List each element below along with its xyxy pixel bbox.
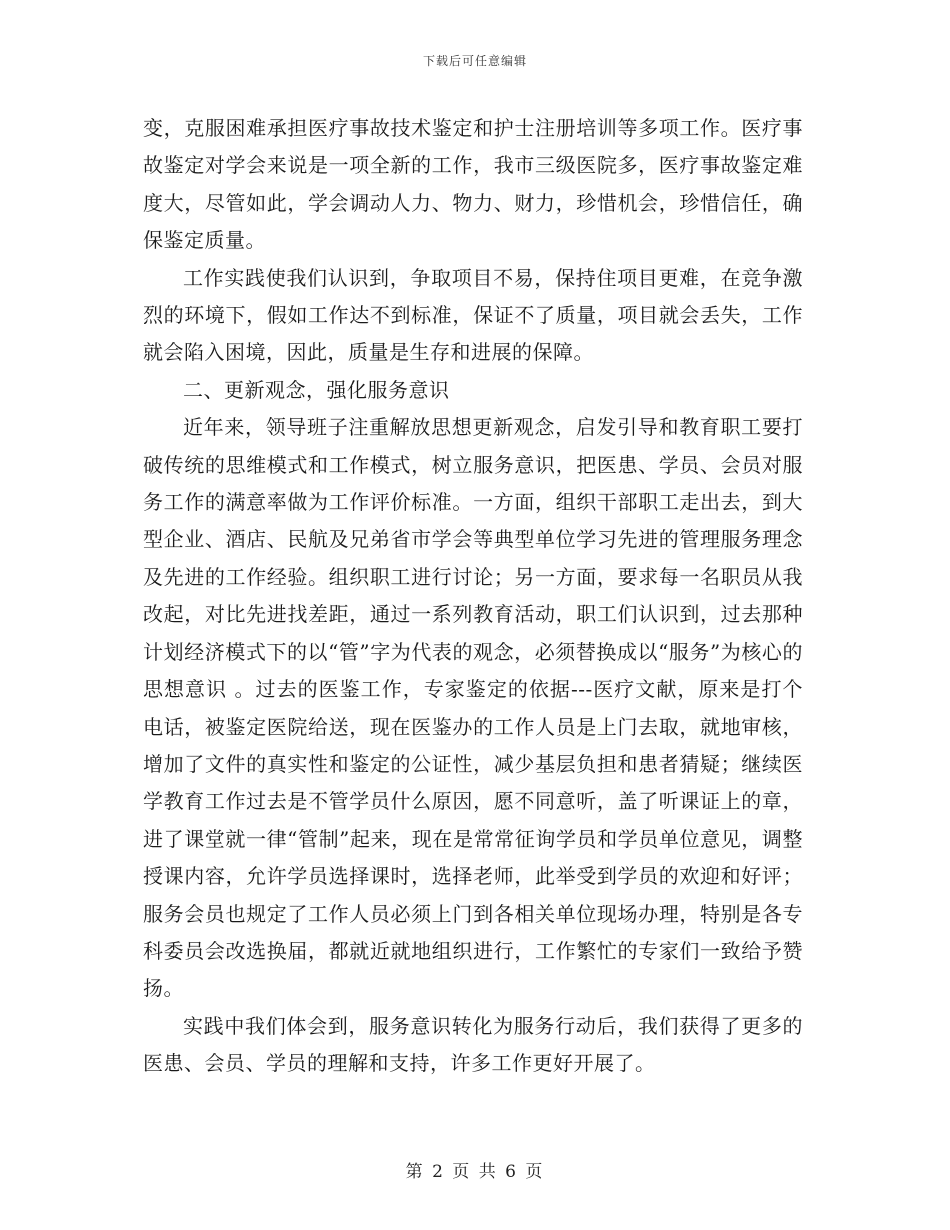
section-heading: 二、更新观念，强化服务意识 (183, 377, 450, 402)
paragraph-service-awareness: 近年来，领导班子注重解放思想更新观念，启发引导和教育职工要打破传统的思维模式和工作模式，树立服务意识，把医患、学员、会员对服务工作的满意率做为工作评价标准。一方面，组织干部职工走出去，到大型企业、酒店、民航及兄弟省市学会等典型单位学习先进的管理服务理念及先进的工作经验。组织职工进行讨论；另一方面，要求每一名职员从我改起，对比先进找差距，通过一系列教育活动，职工们认识到，过去那种计划经济模式下的以“管”字为代表的观念，必须替换成以“服务”为核心的思想意识 。过去的医鉴工作，专家鉴定的依据---医疗文献，原来是打个电话，被鉴定医院给送，现在医鉴办的工作人员是上门去取，就地审核，增加了文件的真实性和鉴定的公证性，减少基层负担和患者猜疑；继续医学教育工作过去是不管学员什么原因，愿不同意听，盖了听课证上的章，进了课堂就一律“管制”起来，现在是常常征询学员和学员单位意见，调整授课内容，允许学员选择课时，选择老师，此举受到学员的欢迎和好评；服务会员也规定了工作人员必须上门到各相关单位现场办理，特别是各专科委员会改选换届，都就近就地组织进行，工作繁忙的专家们一致给予赞扬。 (143, 415, 803, 1001)
paragraph-quality-lesson: 工作实践使我们认识到，争取项目不易，保持住项目更难，在竞争激烈的环境下，假如工作达不到标准，保证不了质量，项目就会丢失，工作就会陷入困境，因此，质量是生存和进展的保障。 (143, 265, 803, 365)
document-body (143, 110, 803, 1083)
paragraph-continuation: 变，克服困难承担医疗事故技术鉴定和护士注册培训等多项工作。医疗事故鉴定对学会来说是一项全新的工作，我市三级医院多，医疗事故鉴定难度大，尽管如此，学会调动人力、物力、财力，珍惜机会，珍惜信任，确保鉴定质量。 (143, 116, 803, 253)
paragraph-practice-conclusion: 实践中我们体会到，服务意识转化为服务行动后，我们获得了更多的医患、会员、学员的理解和支持，许多工作更好开展了。 (143, 1013, 803, 1076)
page-header-note: 下载后可任意编辑 (422, 54, 527, 68)
page-number: 第 2 页 共 6 页 (405, 1162, 545, 1182)
